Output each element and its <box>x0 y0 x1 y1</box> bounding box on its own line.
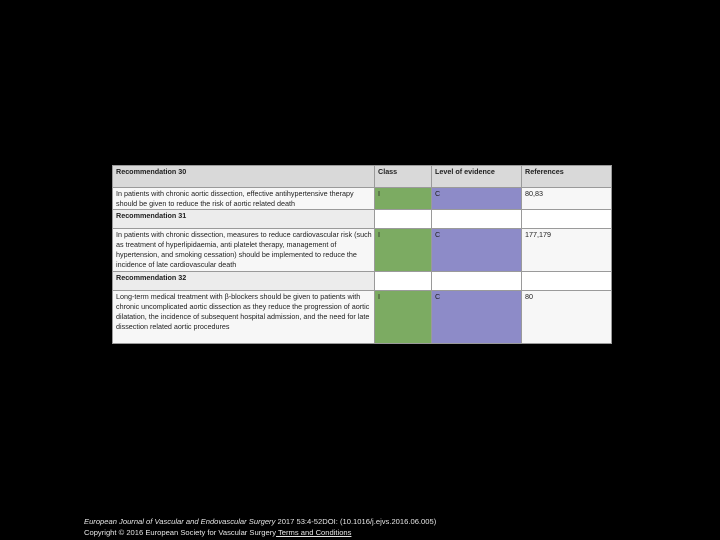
class-value: I <box>375 229 432 272</box>
references-value: 80 <box>522 291 612 344</box>
empty-cell <box>375 210 432 229</box>
table-row <box>113 291 612 344</box>
references-value: 80,83 <box>522 188 612 210</box>
class-value: I <box>375 188 432 210</box>
recommendation-30-title: Recommendation 30 <box>113 166 375 188</box>
terms-and-conditions-link[interactable]: Terms and Conditions <box>276 528 352 537</box>
table-header-row <box>113 166 612 188</box>
level-of-evidence-column-header: Level of evidence <box>432 166 522 188</box>
level-value: C <box>432 291 522 344</box>
empty-cell <box>432 210 522 229</box>
recommendation-title-row <box>113 210 612 229</box>
citation-doi: 2017 53:4-52DOI: (10.1016/j.ejvs.2016.06.005) <box>275 517 437 526</box>
recommendation-title-row <box>113 272 612 291</box>
empty-cell <box>522 272 612 291</box>
copyright-line <box>84 527 436 538</box>
empty-cell <box>432 272 522 291</box>
level-value: C <box>432 229 522 272</box>
class-column-header: Class <box>375 166 432 188</box>
references-value: 177,179 <box>522 229 612 272</box>
table-row <box>113 188 612 210</box>
recommendation-32-title: Recommendation 32 <box>113 272 375 291</box>
recommendation-31-title: Recommendation 31 <box>113 210 375 229</box>
recommendation-text: In patients with chronic aortic dissection, effective antihypertensive therapy should be given to reduce the risk of aortic related death <box>113 188 375 210</box>
recommendation-text: In patients with chronic dissection, measures to reduce cardiovascular risk (such as treatment of hyperlipidaemia, anti platelet therapy, management of hypertension, and smoking cessation) should be implemented to reduce the incidence of late cardiovascular death <box>113 229 375 272</box>
level-value: C <box>432 188 522 210</box>
recommendation-text: Long-term medical treatment with β-blockers should be given to patients with chronic uncomplicated aortic dissection as they reduce the progression of aortic dilatation, the incidence of subsequent hospital admission, and the need for late dissection related aortic procedures <box>113 291 375 344</box>
citation-line <box>84 516 436 527</box>
recommendation-table <box>112 165 612 344</box>
table-row <box>113 229 612 272</box>
copyright-text: Copyright © 2016 European Society for Vascular Surgery <box>84 528 277 537</box>
references-column-header: References <box>522 166 612 188</box>
empty-cell <box>522 210 612 229</box>
recommendation-table-panel <box>112 165 611 343</box>
journal-name: European Journal of Vascular and Endovascular Surgery <box>84 517 276 526</box>
class-value: I <box>375 291 432 344</box>
citation-caption <box>84 516 436 538</box>
empty-cell <box>375 272 432 291</box>
